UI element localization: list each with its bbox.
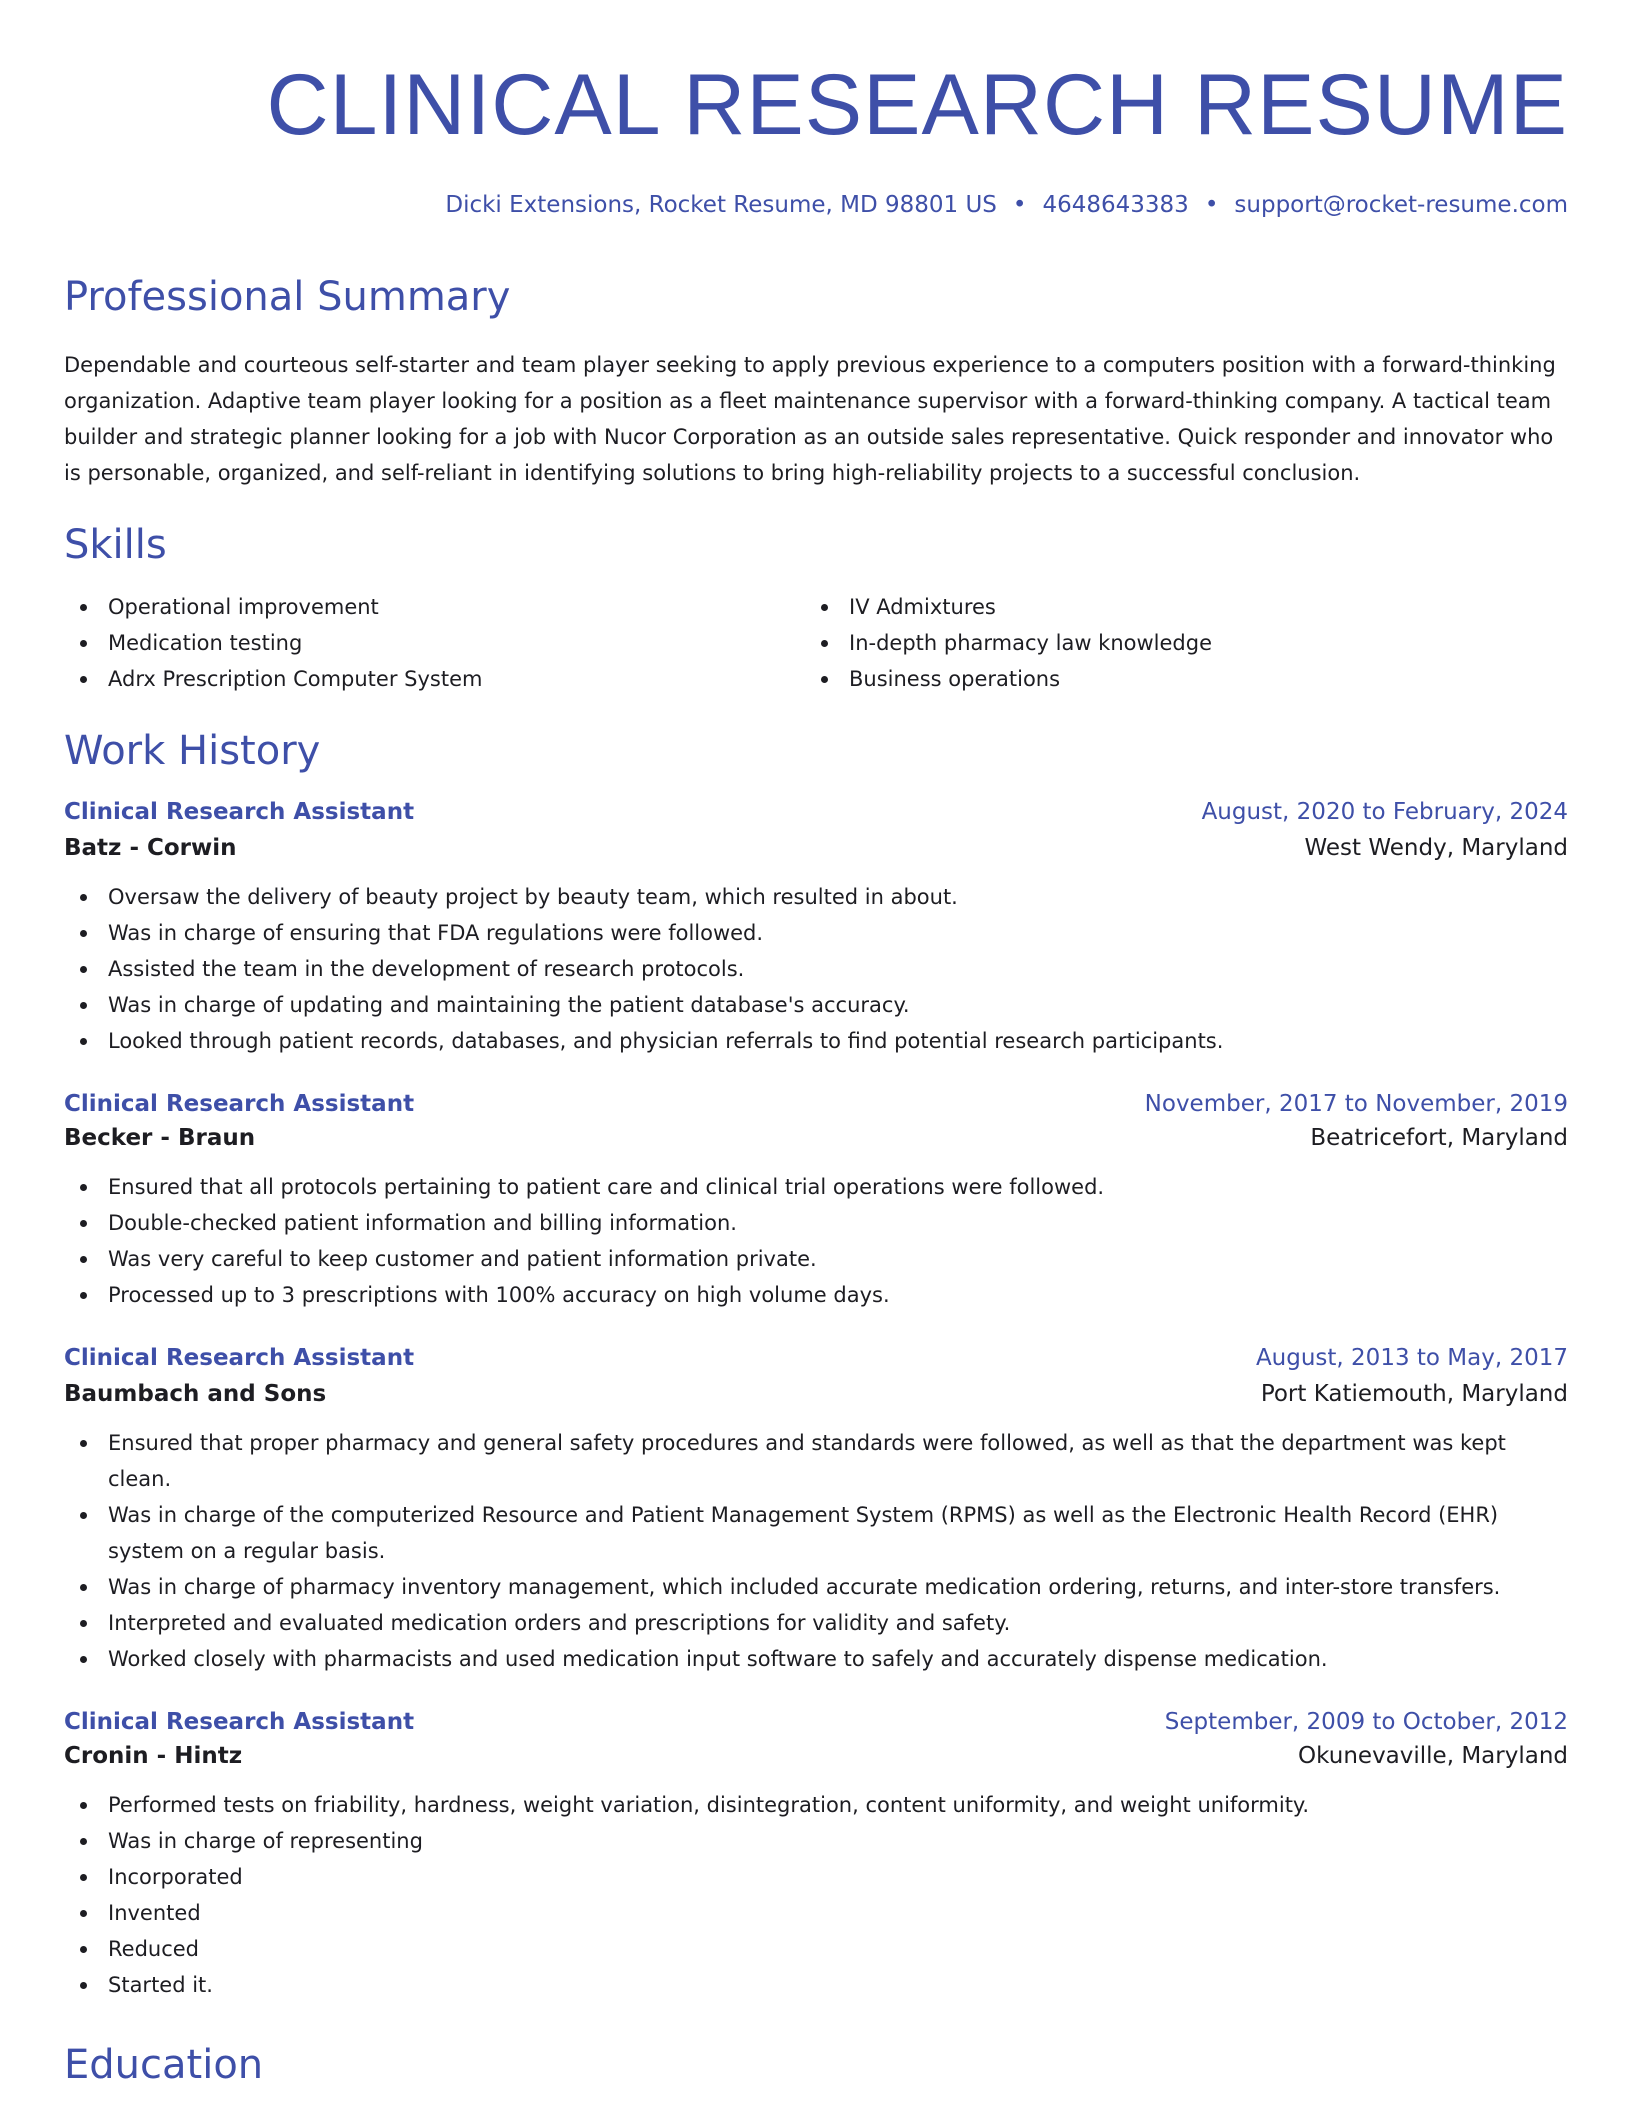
job-bullet: Reduced [64, 1931, 1568, 1967]
job-location: Okunevaville, Maryland [1298, 1743, 1568, 1769]
job-bullet: Oversaw the delivery of beauty project by beauty team, which resulted in about. [64, 879, 1568, 915]
job-bullet: Looked through patient records, databases, and physician referrals to find potential research participants. [64, 1023, 1568, 1059]
job-bullet: Worked closely with pharmacists and used medication input software to safely and accurately dispense medication. [64, 1641, 1568, 1677]
job-role: Clinical Research Assistant [64, 1345, 415, 1371]
job-role: Clinical Research Assistant [64, 799, 415, 825]
contact-email: support@rocket-resume.com [1234, 192, 1568, 218]
education-heading: Education [64, 2042, 264, 2088]
job-entry [64, 1091, 1568, 1313]
job-bullet: Was in charge of updating and maintaining the patient database's accuracy. [64, 987, 1568, 1023]
job-dates: August, 2013 to May, 2017 [1255, 1345, 1568, 1371]
job-role: Clinical Research Assistant [64, 1709, 415, 1735]
job-title-row [64, 1091, 1568, 1117]
job-bullet: Was very careful to keep customer and patient information private. [64, 1241, 1568, 1277]
job-title-row [64, 1345, 1568, 1371]
skills-list-right [805, 589, 1568, 697]
job-bullets [64, 1787, 1568, 2003]
job-bullet: Was in charge of the computerized Resource and Patient Management System (RPMS) as well as the Electronic Health Record (EHR) system on a regular basis. [64, 1497, 1568, 1569]
job-bullet: Interpreted and evaluated medication orders and prescriptions for validity and safety. [64, 1605, 1568, 1641]
job-entry [64, 1709, 1568, 2003]
contact-separator: • [1012, 192, 1027, 218]
job-company-row [64, 835, 1568, 861]
job-title-row [64, 1709, 1568, 1735]
job-bullet: Double-checked patient information and billing information. [64, 1205, 1568, 1241]
skill-item: IV Admixtures [805, 589, 1568, 625]
job-bullet: Invented [64, 1895, 1568, 1931]
job-company: Batz - Corwin [64, 835, 237, 861]
skill-item: Adrx Prescription Computer System [64, 661, 805, 697]
job-company-row [64, 1743, 1568, 1769]
job-location: Port Katiemouth, Maryland [1260, 1381, 1568, 1407]
job-entry [64, 1345, 1568, 1677]
contact-phone: 4648643383 [1042, 192, 1189, 218]
job-company-row [64, 1381, 1568, 1407]
summary-section [64, 274, 1568, 491]
skills-section [64, 522, 1568, 697]
job-dates: November, 2017 to November, 2019 [1144, 1091, 1568, 1117]
contact-line [64, 194, 1568, 217]
job-bullets [64, 879, 1568, 1059]
job-dates: September, 2009 to October, 2012 [1164, 1709, 1568, 1735]
education-section [64, 2042, 1568, 2088]
job-bullets [64, 1169, 1568, 1313]
skills-heading: Skills [64, 522, 167, 568]
job-bullet: Ensured that all protocols pertaining to patient care and clinical trial operations were followed. [64, 1169, 1568, 1205]
job-company: Becker - Braun [64, 1125, 256, 1151]
job-company: Baumbach and Sons [64, 1381, 327, 1407]
job-bullet: Was in charge of representing [64, 1823, 1568, 1859]
job-bullet: Was in charge of pharmacy inventory management, which included accurate medication ordering, returns, and inter-store transfers. [64, 1569, 1568, 1605]
contact-separator: • [1204, 192, 1219, 218]
resume-header [64, 57, 1568, 218]
job-bullet: Performed tests on friability, hardness, weight variation, disintegration, content uniformity, and weight uniformity. [64, 1787, 1568, 1823]
job-bullet: Ensured that proper pharmacy and general safety procedures and standards were followed, as well as that the department was kept clean. [64, 1425, 1568, 1497]
skills-list-left [64, 589, 805, 697]
job-title-row [64, 799, 1568, 825]
job-dates: August, 2020 to February, 2024 [1201, 799, 1568, 825]
job-bullet: Started it. [64, 1967, 1568, 2003]
skill-item: Business operations [805, 661, 1568, 697]
job-bullet: Assisted the team in the development of research protocols. [64, 951, 1568, 987]
skill-item: Medication testing [64, 625, 805, 661]
job-role: Clinical Research Assistant [64, 1091, 415, 1117]
job-entry [64, 799, 1568, 1059]
resume-title: CLINICAL RESEARCH RESUME [266, 57, 1568, 153]
job-company: Cronin - Hintz [64, 1743, 243, 1769]
job-location: Beatricefort, Maryland [1310, 1125, 1568, 1151]
work-history-heading: Work History [64, 728, 321, 774]
summary-text: Dependable and courteous self-starter and team player seeking to apply previous experience to a computers position with a forward-thinking organization. Adaptive team player looking for a position as a fleet maintenance supervisor with a forward-thinking company. A tactical team builder and strategic planner looking for a job with Nucor Corporation as an outside sales representative. Quick responder and innovator who is personable, organized, and self-reliant in identifying solutions to bring high-reliability projects to a successful conclusion. [64, 353, 1556, 485]
contact-address: Dicki Extensions, Rocket Resume, MD 98801 US [445, 192, 997, 218]
job-bullet: Incorporated [64, 1859, 1568, 1895]
work-history-section [64, 728, 1568, 2003]
skills-grid [64, 589, 1568, 697]
job-company-row [64, 1125, 1568, 1151]
job-bullet: Was in charge of ensuring that FDA regulations were followed. [64, 915, 1568, 951]
job-location: West Wendy, Maryland [1304, 835, 1568, 861]
skill-item: In-depth pharmacy law knowledge [805, 625, 1568, 661]
job-bullets [64, 1425, 1568, 1677]
job-bullet: Processed up to 3 prescriptions with 100% accuracy on high volume days. [64, 1277, 1568, 1313]
skill-item: Operational improvement [64, 589, 805, 625]
summary-heading: Professional Summary [64, 274, 511, 320]
